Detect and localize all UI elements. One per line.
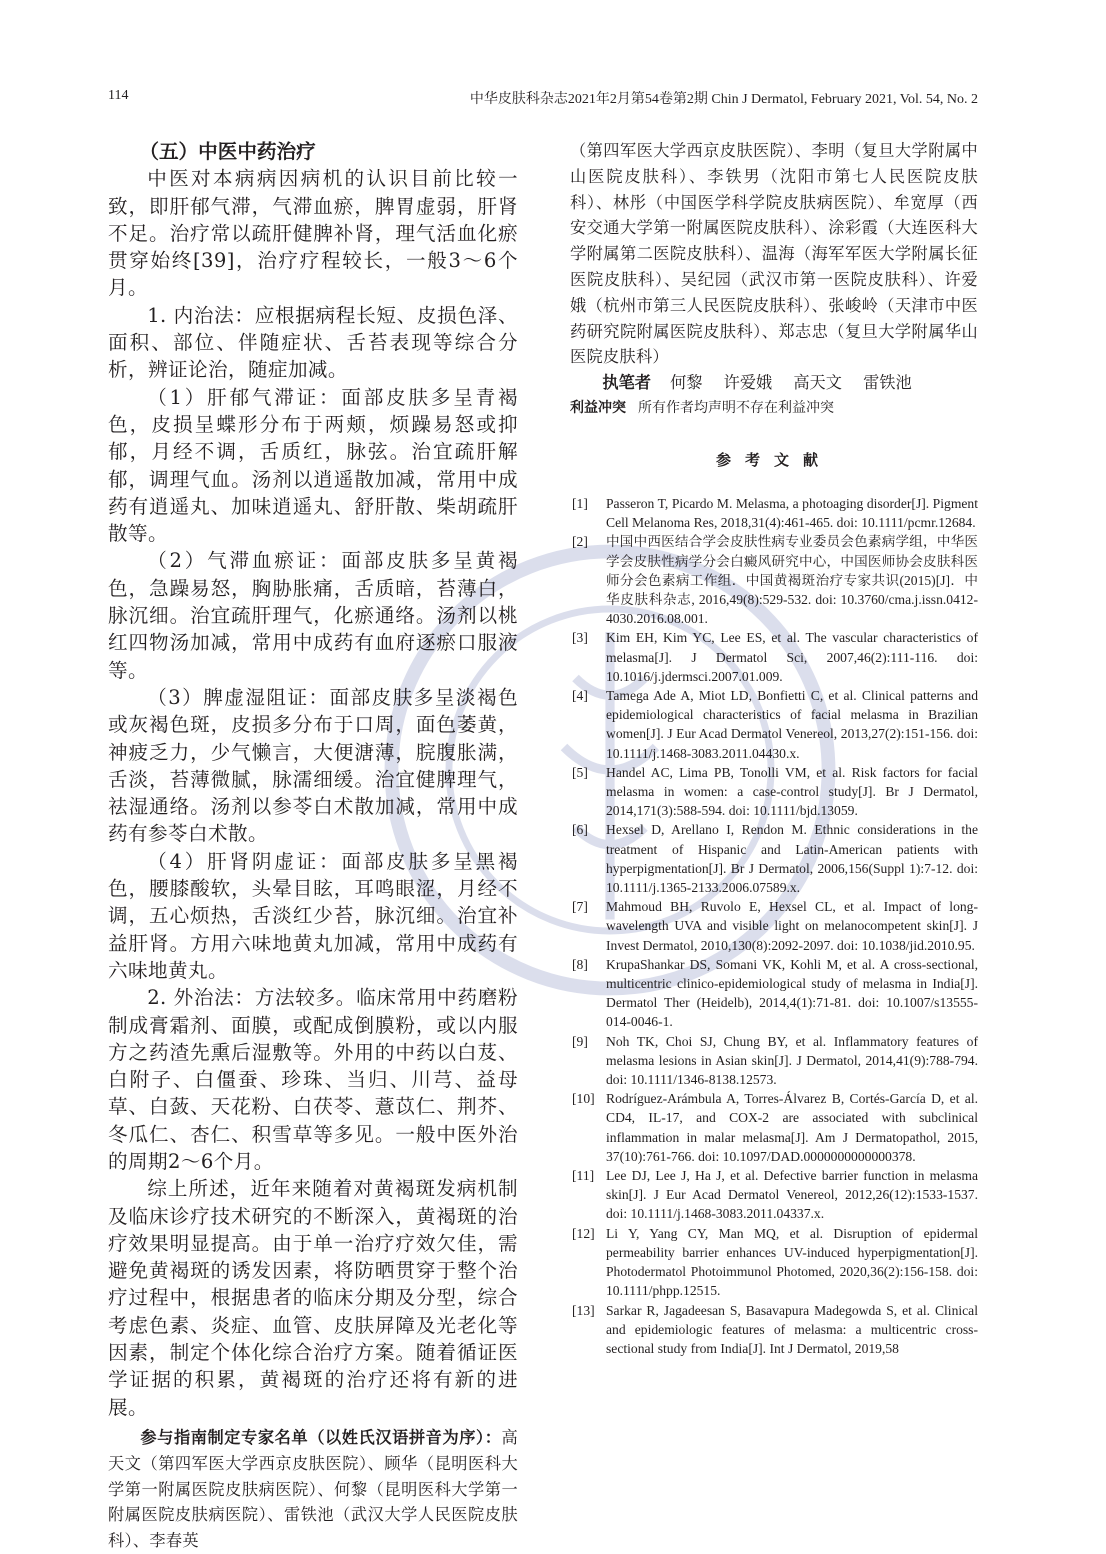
authors-label: 执笔者	[602, 373, 651, 393]
reference-number: [8]	[572, 956, 588, 972]
reference-item	[570, 955, 978, 1032]
reference-item	[570, 897, 978, 955]
reference-number: [5]	[572, 764, 588, 780]
section-heading: （五）中医中药治疗	[139, 140, 316, 163]
author-name: 许爱娥	[723, 373, 773, 393]
reference-text: Kim EH, Kim YC, Lee ES, et al. The vascular characteristics of melasma[J]. J Dermatol Sci, 2007,46(2):111-116. doi: 10.1016/j.jdermsci.2007.01.009.	[606, 630, 978, 684]
reference-text: Lee DJ, Lee J, Ha J, et al. Defective barrier function in melasma skin[J]. J Eur Acad Dermatol Venereol, 2012,26(12):1533-1537. doi: 10.1111/j.1468-3083.2011.04337.x.	[606, 1168, 978, 1222]
reference-text: Hexsel D, Arellano I, Rendon M. Ethnic considerations in the treatment of Hispanic and Latin-American patients with hyperpigmentation[J]. Br J Dermatol, 2006,156(Suppl 1):7-12. doi: 10.1111/j.1365-2133.2006.07589.x.	[606, 822, 978, 896]
reference-text: KrupaShankar DS, Somani VK, Kohli M, et al. A cross-sectional, multicentric clinico-epidemiological study of melasma in India[J]. Dermatol Ther (Heidelb), 2014,4(1):71-81. doi: 10.1007/s13555-014-0046-1.	[606, 956, 978, 1030]
reference-item	[570, 1089, 978, 1166]
expert-list-continued: （第四军医大学西京皮肤医院）、李明（复旦大学附属中山医院皮肤科）、李铁男（沈阳市第七人民医院皮肤科）、林彤（中国医学科学院皮肤病医院）、牟宽厚（西安交通大学第一附属医院皮肤科）、涂彩霞（大连医科大学附属第二医院皮肤科）、温海（海军军医大学附属长征医院皮肤科）、吴纪园（武汉市第一医院皮肤科）、许爱娥（杭州市第三人民医院皮肤科）、张峻岭（天津市中医药研究院附属医院皮肤科）、郑志忠（复旦大学附属华山医院皮肤科）	[570, 141, 978, 367]
reference-number: [9]	[572, 1033, 588, 1049]
reference-item	[570, 1032, 978, 1090]
reference-number: [6]	[572, 822, 588, 838]
conflict-of-interest	[570, 396, 978, 421]
reference-item	[570, 686, 978, 763]
reference-number: [13]	[572, 1302, 595, 1318]
reference-text: Sarkar R, Jagadeesan S, Basavapura Madegowda S, et al. Clinical and epidemiologic features of melasma: a multicentric cross-sectional study from India[J]. Int J Dermatol, 2019,58	[606, 1302, 978, 1356]
paragraph: 中医对本病病因病机的认识目前比较一致，即肝郁气滞，气滞血瘀，脾胃虚弱，肝肾不足。治疗常以疏肝健脾补肾，理气活血化瘀贯穿始终[39]，治疗疗程较长，一般3～6个月。	[108, 167, 518, 300]
reference-number: [3]	[572, 630, 588, 646]
reference-number: [11]	[572, 1168, 595, 1184]
authors-line	[570, 370, 978, 396]
paragraph: （4）肝肾阴虚证：面部皮肤多呈黑褐色，腰膝酸软，头晕目眩，耳鸣眼涩，月经不调，五心烦热，舌淡红少苔，脉沉细。治宜补益肝肾。方用六味地黄丸加减，常用中成药有六味地黄丸。	[108, 849, 518, 982]
reference-item	[570, 763, 978, 821]
reference-number: [1]	[572, 495, 588, 511]
right-column	[570, 138, 978, 1358]
reference-text: Tamega Ade A, Miot LD, Bonfietti C, et al. Clinical patterns and epidemiological characteristics of facial melasma in Brazilian women[J]. J Eur Acad Dermatol Venereol, 2013,27(2):151-156. doi: 10.1111/j.1468-3083.2011.04430.x.	[606, 688, 978, 761]
reference-item	[570, 628, 978, 686]
page-number: 114	[108, 88, 129, 103]
reference-item	[570, 532, 978, 628]
expert-list-text: 高天文（第四军医大学西京皮肤医院）、顾华（昆明医科大学第一附属医院皮肤病医院）、何黎（昆明医科大学第一附属医院皮肤病医院）、雷铁池（武汉大学人民医院皮肤科）、李春英	[108, 1427, 518, 1551]
reference-text: Mahmoud BH, Ruvolo E, Hexsel CL, et al. Impact of long-wavelength UVA and visible light on melanocompetent skin[J]. J Invest Dermatol, 2010,130(8):2092-2097. doi: 10.1038/jid.2010.95.	[606, 899, 978, 953]
author-name: 高天文	[793, 373, 842, 393]
reference-number: [12]	[572, 1225, 595, 1241]
reference-number: [7]	[572, 899, 588, 915]
expert-list	[108, 1425, 518, 1554]
reference-item	[570, 1301, 978, 1359]
paragraph: （3）脾虚湿阻证：面部皮肤多呈淡褐色或灰褐色斑，皮损多分布于口周，面色萎黄，神疲乏力，少气懒言，大便溏薄，脘腹胀满，舌淡，苔薄微腻，脉濡细缓。治宜健脾理气，祛湿通络。汤剂以参苓白术散加减，常用中成药有参苓白术散。	[108, 685, 518, 846]
reference-number: [10]	[572, 1091, 595, 1107]
reference-item	[570, 820, 978, 897]
reference-text: Handel AC, Lima PB, Tonolli VM, et al. Risk factors for facial melasma in women: a case-control study[J]. Br J Dermatol, 2014,171(3):588-594. doi: 10.1111/bjd.13059.	[606, 764, 978, 819]
coi-label: 利益冲突	[570, 399, 626, 416]
reference-text: Li Y, Yang CY, Man MQ, et al. Disruption of epidermal permeability barrier enhances UV-induced hyperpigmentation[J]. Photodermatol Photoimmunol Photomed, 2020,36(2):156-158. doi: 10.1111/phpp.12515.	[606, 1225, 978, 1299]
reference-item	[570, 1224, 978, 1301]
reference-item	[570, 1166, 978, 1224]
expert-list-label: 参与指南制定专家名单（以姓氏汉语拼音为序）：	[140, 1427, 502, 1447]
author-name: 何黎	[670, 373, 703, 393]
coi-text: 所有作者均声明不存在利益冲突	[638, 399, 834, 416]
reference-text: Noh TK, Choi SJ, Chung BY, et al. Inflammatory features of melasma lesions in Asian skin[J]. J Dermatol, 2014,41(9):788-794. doi: 10.1111/1346-8138.12573.	[606, 1033, 978, 1088]
paragraph: 2. 外治法：方法较多。临床常用中药磨粉制成膏霜剂、面膜，或配成倒膜粉，或以内服方之药渣先熏后湿敷等。外用的中药以白芨、白附子、白僵蚕、珍珠、当归、川芎、益母草、白蔹、天花粉、白茯苓、薏苡仁、荆芥、冬瓜仁、杏仁、积雪草等多见。一般中医外治的周期2～6个月。	[108, 986, 518, 1173]
paragraph: （2）气滞血瘀证：面部皮肤多呈黄褐色，急躁易怒，胸胁胀痛，舌质暗，苔薄白，脉沉细。治宜疏肝理气，化瘀通络。汤剂以桃红四物汤加减，常用中成药有血府逐瘀口服液等。	[108, 549, 518, 682]
reference-text: 中国中西医结合学会皮肤性病专业委员会色素病学组，中华医学会皮肤性病学分会白癜风研究中心，中国医师协会皮肤科医师分会色素病工作组．中国黄褐斑治疗专家共识(2015)[J]．中华皮肤科杂志, 2016,49(8):529-532. doi: 10.3760/cma.j.issn.0412-4030.2016.08.001.	[606, 534, 978, 627]
paragraph: 1. 内治法：应根据病程长短、皮损色泽、面积、部位、伴随症状、舌苔表现等综合分析，辨证论治，随症加减。	[108, 303, 518, 382]
reference-list	[570, 494, 978, 1358]
reference-number: [4]	[572, 688, 588, 703]
left-column	[108, 138, 518, 1554]
reference-item	[570, 494, 978, 532]
paragraph: 综上所述，近年来随着对黄褐斑发病机制及临床诊疗技术研究的不断深入，黄褐斑的治疗效果明显提高。由于单一治疗疗效欠佳，需避免黄褐斑的诱发因素，将防晒贯穿于整个治疗过程中，根据患者的临床分期及分型，综合考虑色素、炎症、血管、皮肤屏障及光老化等因素，制定个体化综合治疗方案。随着循证医学证据的积累，黄褐斑的治疗还将有新的进展。	[108, 1177, 518, 1419]
references-title: 参考文献	[715, 450, 832, 469]
reference-text: Rodríguez-Arámbula A, Torres-Álvarez B, Cortés-García D, et al. CD4, IL-17, and COX-2 are associated with subclinical inflammation in malar melasma[J]. Am J Dermatopathol, 2015, 37(10):761-766. doi: 10.1097/DAD.0000000000000378.	[606, 1091, 978, 1164]
paragraph: （1）肝郁气滞证：面部皮肤多呈青褐色，皮损呈蝶形分布于两颊，烦躁易怒或抑郁，月经不调，舌质红，脉弦。治宜疏肝解郁，调理气血。汤剂以逍遥散加减，常用中成药有逍遥丸、加味逍遥丸、舒肝散、柴胡疏肝散等。	[108, 385, 518, 546]
reference-text: Passeron T, Picardo M. Melasma, a photoaging disorder[J]. Pigment Cell Melanoma Res, 2018,31(4):461-465. doi: 10.1111/pcmr.12684.	[606, 495, 978, 531]
running-head: 中华皮肤科杂志2021年2月第54卷第2期 Chin J Dermatol, February 2021, Vol. 54, No. 2	[469, 92, 978, 107]
reference-number: [2]	[572, 534, 588, 550]
author-name: 雷铁池	[863, 373, 912, 393]
